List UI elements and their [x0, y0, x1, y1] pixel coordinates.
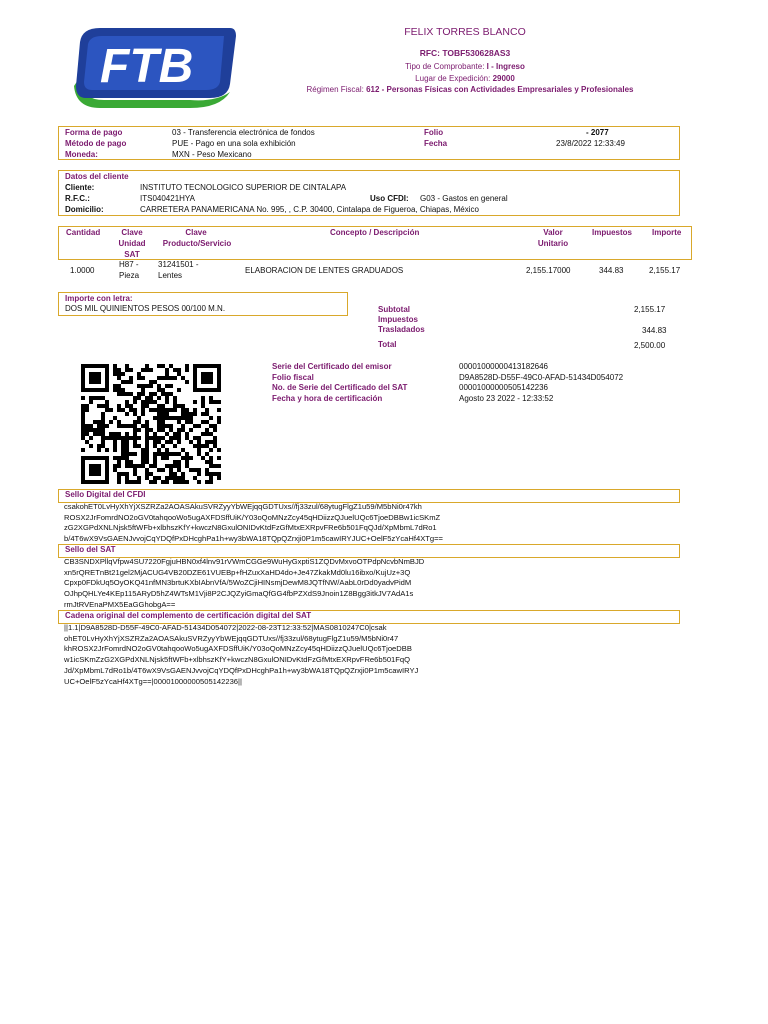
row-producto-name: Lentes — [158, 271, 183, 280]
col-clave-unidad-2: Unidad — [118, 239, 146, 248]
col-clave-unidad-3: SAT — [124, 250, 140, 259]
cadena-line: ||1.1|D9A8528D-D55F-49C0-AFAD-51434D054072|2022-08-23T12:33:52|MAS0810247C0|csak — [64, 623, 387, 632]
cadena-line: UC+OelF5zYcaHf4XTg==|00001000000505142236|| — [64, 676, 242, 686]
tipo-comprobante-line — [300, 62, 630, 71]
row-valor-unitario: 2,155.17000 — [526, 266, 571, 275]
serie-emisor-label: Serie del Certificado del emisor — [272, 362, 392, 371]
col-valor-1: Valor — [543, 228, 563, 237]
tipo-label: Tipo de Comprobante: — [405, 62, 485, 71]
moneda-value: MXN - Peso Mexicano — [172, 150, 252, 159]
lugar-label: Lugar de Expedición: — [415, 74, 491, 83]
regimen-label: Régimen Fiscal: — [306, 85, 364, 94]
folio-label: Folio — [424, 128, 444, 137]
fecha-label: Fecha — [424, 139, 448, 148]
qr-code — [81, 364, 221, 486]
metodo-pago-label: Método de pago — [65, 139, 127, 148]
cadena-line: w1icSKmZzG2XGPdXNLNjsk5ftWFb+xlbhszKfY+kwczN8GxulONIDvKtdFzGfMtxEXRpvFRe6b501FqQ — [64, 655, 411, 665]
tipo-value: I - Ingreso — [486, 62, 525, 71]
cadena-line: ohET0LvHyXhYjXSZRZa2AOASAkuSVRZyyYbWEjqqGDTUxs//fj33zul/68ytugFlgZ1u59/M5bNi0r47 — [64, 633, 399, 643]
client-section-title: Datos del cliente — [65, 172, 129, 181]
folio-fiscal-value: D9A8528D-D55F-49C0-AFAD-51434D054072 — [459, 373, 624, 382]
subtotal-value: 2,155.17 — [634, 305, 666, 314]
row-impuestos: 344.83 — [599, 266, 624, 275]
importe-letra-label: Importe con letra: — [65, 294, 133, 303]
cliente-value: INSTITUTO TECNOLOGICO SUPERIOR DE CINTALAPA — [140, 183, 347, 192]
lugar-expedicion-line — [300, 74, 630, 83]
row-importe: 2,155.17 — [649, 266, 681, 275]
lugar-value: 29000 — [492, 74, 515, 83]
col-concepto: Concepto / Descripción — [330, 228, 420, 237]
sello-sat-header-box — [58, 544, 680, 558]
cadena-line: Jd/XpMbmL7dRo1b/4T6wX9VsGAENJvvojCqYDQfPxDHcghPa1h+wy3bWA18TQpQZrxji0P1m5cawIRYJ — [64, 665, 419, 675]
uso-cfdi-label: Uso CFDI: — [370, 194, 409, 203]
uso-cfdi-value: G03 - Gastos en general — [420, 194, 508, 203]
rfc-value: TOBF530628AS3 — [442, 48, 511, 58]
cadena-line: khROSX2JrFomrdNO2oGV0tahqooWo5ugAXFDSffUiK/Y03oQoMNzZcy45qHDiizzQJuelUQc6TjoeDBB — [64, 644, 412, 654]
col-impuestos: Impuestos — [592, 228, 633, 237]
client-rfc-label: R.F.C.: — [65, 194, 90, 203]
sello-sat-line: OJhpQHLYe4KEp115ARyD5hZ4WTsM1Vji8P2CJQZyiGmaQfGG4fbPZXdS9Jnoin1Z8Bgg3itkJV7AdA1s — [64, 589, 414, 599]
impuestos-label: Impuestos — [378, 315, 419, 324]
client-rfc-value: ITS040421HYA — [140, 194, 195, 203]
issuer-name: FELIX TORRES BLANCO — [404, 26, 526, 38]
sello-sat-title: Sello del SAT — [65, 545, 116, 554]
row-unidad-code: H87 - — [119, 260, 139, 269]
fecha-certificacion-label: Fecha y hora de certificación — [272, 394, 383, 403]
total-label: Total — [378, 340, 397, 349]
sello-sat-line: rmJtRVEnaPMX5EaGGhobgA== — [64, 599, 176, 609]
serie-sat-value: 00001000000505142236 — [459, 383, 548, 392]
subtotal-label: Subtotal — [378, 305, 410, 314]
fecha-value: 23/8/2022 12:33:49 — [556, 139, 625, 148]
sello-cfdi-line: ROSX2JrFomrdNO2oGV0tahqooWo5ugAXFDSffUiK/Y03oQoMNzZcy45qHDiizzQJuelUQc6TjoeDBBw1icSKmZ — [64, 512, 441, 522]
sello-cfdi-title: Sello Digital del CFDI — [65, 490, 146, 499]
folio-fiscal-label: Folio fiscal — [272, 373, 314, 382]
folio-value: - 2077 — [586, 128, 609, 137]
domicilio-label: Domicilio: — [65, 205, 104, 214]
logo-text: FTB — [100, 40, 194, 93]
cadena-title: Cadena original del complemento de certificación digital del SAT — [65, 611, 312, 620]
serie-sat-label: No. de Serie del Certificado del SAT — [272, 383, 408, 392]
trasladados-value: 344.83 — [642, 326, 667, 335]
serie-emisor-value: 00001000000413182646 — [459, 362, 548, 371]
row-concepto: ELABORACION DE LENTES GRADUADOS — [245, 266, 404, 275]
row-unidad-name: Pieza — [119, 271, 140, 280]
metodo-pago-value: PUE - Pago en una sola exhibición — [172, 139, 296, 148]
rfc-label: RFC: — [419, 48, 441, 58]
sello-cfdi-line: b/4T6wX9VsGAENJvvojCqYDQfPxDHcghPa1h+wy3bWA18TQpQZrxji0P1m5cawIRYJUC+OelF5zYcaHf4XTg== — [64, 534, 443, 544]
sello-cfdi-line: zG2XGPdXNLNjsk5ftWFb+xlbhszKfY+kwczN8GxulONIDvKtdFzGfMtxEXRpvFRe6b501FqQJd/XpMbmL7dRo1 — [64, 523, 437, 533]
cadena-text — [64, 623, 494, 687]
col-clave-producto-2: Producto/Servicio — [162, 239, 232, 248]
row-producto-code: 31241501 - — [158, 260, 199, 269]
forma-pago-value: 03 - Transferencia electrónica de fondos — [172, 128, 315, 137]
cliente-label: Cliente: — [65, 183, 95, 192]
sello-cfdi-line: csakohET0LvHyXhYjXSZRZa2AOASAkuSVRZyyYbWEjqqGDTUxs//fj33zul/68ytugFlgZ1u59/M5bNi0r47kh — [64, 502, 422, 511]
moneda-label: Moneda: — [65, 150, 98, 159]
issuer-rfc-line — [300, 48, 630, 58]
sello-cfdi-header-box — [58, 489, 680, 503]
domicilio-value: CARRETERA PANAMERICANA No. 995, , C.P. 30400, Cintalapa de Figueroa, Chiapas, México — [140, 205, 479, 214]
sello-sat-line: Cpxp0FDkUq5OyOKQ41nfMN3brtuKXbIAbnVfA/5WoZCjiHINsmjDewM8JQTfNW/AabL0rDd0yadvPidM — [64, 578, 412, 588]
sello-cfdi-text — [64, 502, 494, 545]
col-cantidad: Cantidad — [66, 228, 101, 237]
sello-sat-line: xn5rQRETnBt21gel2MjACUG4VB20DZE61VUEBp+fHZuxXaHD4do+Je47ZkakMd0lu16ibxo/KujUz+3Q — [64, 567, 411, 577]
regimen-value: 612 - Personas Físicas con Actividades Empresariales y Profesionales — [366, 85, 634, 94]
col-valor-2: Unitario — [537, 239, 569, 248]
row-cantidad: 1.0000 — [70, 266, 95, 275]
col-clave-producto-1: Clave — [185, 228, 207, 237]
col-importe: Importe — [652, 228, 682, 237]
forma-pago-label: Forma de pago — [65, 128, 123, 137]
importe-letra-value: DOS MIL QUINIENTOS PESOS 00/100 M.N. — [65, 304, 226, 313]
total-value: 2,500.00 — [634, 341, 666, 350]
trasladados-label: Trasladados — [378, 325, 425, 334]
regimen-fiscal-line — [250, 85, 690, 94]
col-clave-unidad-1: Clave — [121, 228, 143, 237]
sello-sat-line: CB3SNDXPllqVfpw4SU7220FgjuHBN0xf4lnv91rVWmCGGe9WuHyGxptiS1ZQDvMxvoOTPdpNcvbNmBJD — [64, 557, 425, 566]
company-logo — [70, 24, 240, 110]
sello-sat-text — [64, 557, 494, 611]
fecha-certificacion-value: Agosto 23 2022 - 12:33:52 — [459, 394, 554, 403]
